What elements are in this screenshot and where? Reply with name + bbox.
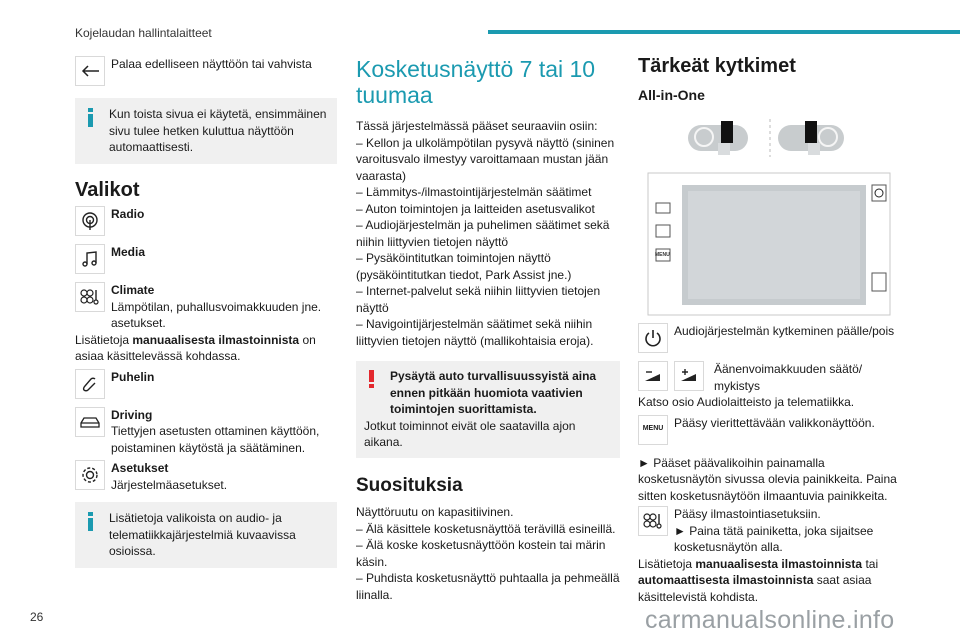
more-pre: Lisätietoja [638,556,696,571]
climate-press-text: ► Paina tätä painiketta, joka sijaitsee kosketusnäytön alla. [674,523,874,554]
warning-bold-text: Pysäytä auto turvallisuussyistä aina ennen pitkään huomiota vaativien toimintojen suorittamista. [390,369,597,416]
phone-label: Puhelin [111,369,155,384]
menus-heading: Valikot [75,178,140,201]
menu-item-climate [75,282,337,365]
driving-text [75,407,337,457]
menu-button-icon [638,415,668,445]
settings-label: Asetukset [111,461,169,475]
climate-access-text [638,506,900,556]
radio-label: Radio [111,207,145,221]
power-icon [638,323,668,353]
volume-down-icon [638,361,668,391]
main-menus-instruction: ► Pääset päävalikoihin painamalla kosketusnäytön sivussa olevia painikkeita. Paina sitten kosketusnäytöön ilmaantuvia painikkeita. [638,455,897,503]
back-row [75,56,337,90]
music-note-icon [75,244,105,274]
switches-heading: Tärkeät kytkimet [638,55,796,77]
more-bold-auto: automaattisesta ilmastoinnista [638,573,814,587]
climate-fan-icon [638,506,668,536]
touchscreen-intro: Tässä järjestelmässä pääset seuraaviin osiin: [356,119,598,133]
back-text: Palaa edelliseen näyttöön tai vahvista [111,57,312,71]
warning-box [356,361,620,458]
info-icon [88,512,93,531]
warning-icon [369,370,374,388]
all-in-one-subheading: All-in-One [638,86,705,103]
watermark: carmanualsonline.info [645,606,895,634]
climate-more-post: on asiaa käsittelevässä kohdassa. [75,332,316,363]
info-text-auto-page: Kun toista sivua ei käytetä, ensimmäinen sivu tulee hetken kuluttua näyttöön automaattisesti. [109,107,327,154]
list-item: – Lämmitys-/ilmastointijärjestelmän säätimet [356,185,592,199]
climate-more-pre: Lisätietoja [75,332,133,347]
list-item: – Puhdista kosketusnäyttö puhtaalla ja pehmeällä liinalla. [356,571,620,602]
phone-icon [75,369,105,399]
climate-more-info [638,556,900,606]
column-left [75,56,337,576]
volume-up-icon [674,361,704,391]
climate-access-label: Pääsy ilmastointiasetuksiin. [674,507,821,521]
more-mid: tai [862,556,879,571]
back-arrow-icon [75,56,105,86]
power-text: Audiojärjestelmän kytkeminen päälle/pois [674,324,895,338]
steering-wheel-right-icon [778,121,844,155]
settings-text [75,460,337,493]
warning-text: Jotkut toiminnot eivät ole saatavilla ajon aikana. [364,418,576,449]
menu-row [638,415,900,445]
list-item: – Audiojärjestelmän ja puhelimen säätimet sekä niihin liittyvien tietojen näyttö [356,218,610,249]
radio-icon [75,206,105,236]
volume-row [638,361,900,411]
volume-text: Äänenvoimakkuuden säätö/ mykistys [714,362,863,393]
climate-more [75,332,337,365]
menu-item-radio [75,206,337,240]
panel-menu-label: MENU [655,252,670,258]
menu-text: Pääsy vierittettävään valikkonäyttöön. [674,415,875,430]
list-item: – Pysäköintitutkan toimintojen näyttö (pysäköintitutkan tiedot, Park Assist jne.) [356,251,572,282]
column-right [638,56,900,609]
list-item: – Auton toimintojen ja laitteiden asetusvalikot [356,201,595,216]
info-box-menus [75,502,337,568]
menu-button-label: MENU [642,425,664,433]
climate-fan-icon [75,282,105,312]
touchscreen-list [356,135,620,350]
list-item: – Älä käsittele kosketusnäyttöä terävillä esineillä. [356,521,616,536]
recommendations-heading: Suosituksia [356,474,463,496]
menu-item-settings [75,460,337,494]
recommendations-intro: Näyttöruutu on kapasitiivinen. [356,505,514,519]
running-header: Kojelaudan hallintalaitteet [75,26,212,40]
climate-more-bold: manuaalisesta ilmastoinnista [132,332,300,347]
menu-item-driving [75,407,337,457]
header-accent-bar [488,30,960,34]
climate-label: Climate [111,283,155,297]
climate-desc: Lämpötilan, puhallusvoimakkuuden jne. asetukset. [111,299,322,330]
dashboard-diagram [638,113,900,323]
driving-label: Driving [111,407,153,422]
menu-item-media [75,244,337,278]
column-middle [356,56,620,603]
info-icon [88,108,93,127]
list-item: – Kellon ja ulkolämpötilan pysyvä näyttö (sininen varoitusvalo ilmestyy varoittamaan mustan jään vaarasta) [356,135,615,183]
gear-icon [75,460,105,490]
page-number: 26 [30,610,44,624]
info-text-menus: Lisätietoja valikoista on audio- ja telematiikkajärjestelmiä kuvaavissa osioissa. [109,511,296,558]
control-panel-illustration [638,113,900,323]
menu-item-phone [75,369,337,403]
climate-text [75,282,337,365]
list-item: – Älä koske kosketusnäyttöön kostein tai märin käsin. [356,538,606,569]
steering-wheel-left-icon [688,121,748,155]
power-row [638,323,900,357]
driving-desc: Tiettyjen asetusten ottaminen käyttöön, poistaminen käytöstä ja säätäminen. [111,424,320,455]
car-icon [75,407,105,437]
touchscreen-heading: Kosketusnäyttö 7 tai 10 tuumaa [356,56,596,108]
list-item: – Navigointijärjestelmän säätimet sekä niihin liittyvien tietojen näyttö (mallikohtaisia eroja). [356,317,594,348]
volume-more: Katso osio Audiolaitteisto ja telematiikka. [638,395,855,409]
list-item: – Internet-palvelut sekä niihin liittyvien tietojen näyttö [356,284,601,315]
climate-access-row [638,506,900,605]
more-post: saat asiaa käsittelevistä kohdista. [638,573,872,604]
settings-desc: Järjestelmäasetukset. [111,477,228,492]
info-box-auto-page [75,98,337,164]
more-bold-manual: manuaalisesta ilmastoinnista [695,556,863,571]
media-label: Media [111,245,146,259]
